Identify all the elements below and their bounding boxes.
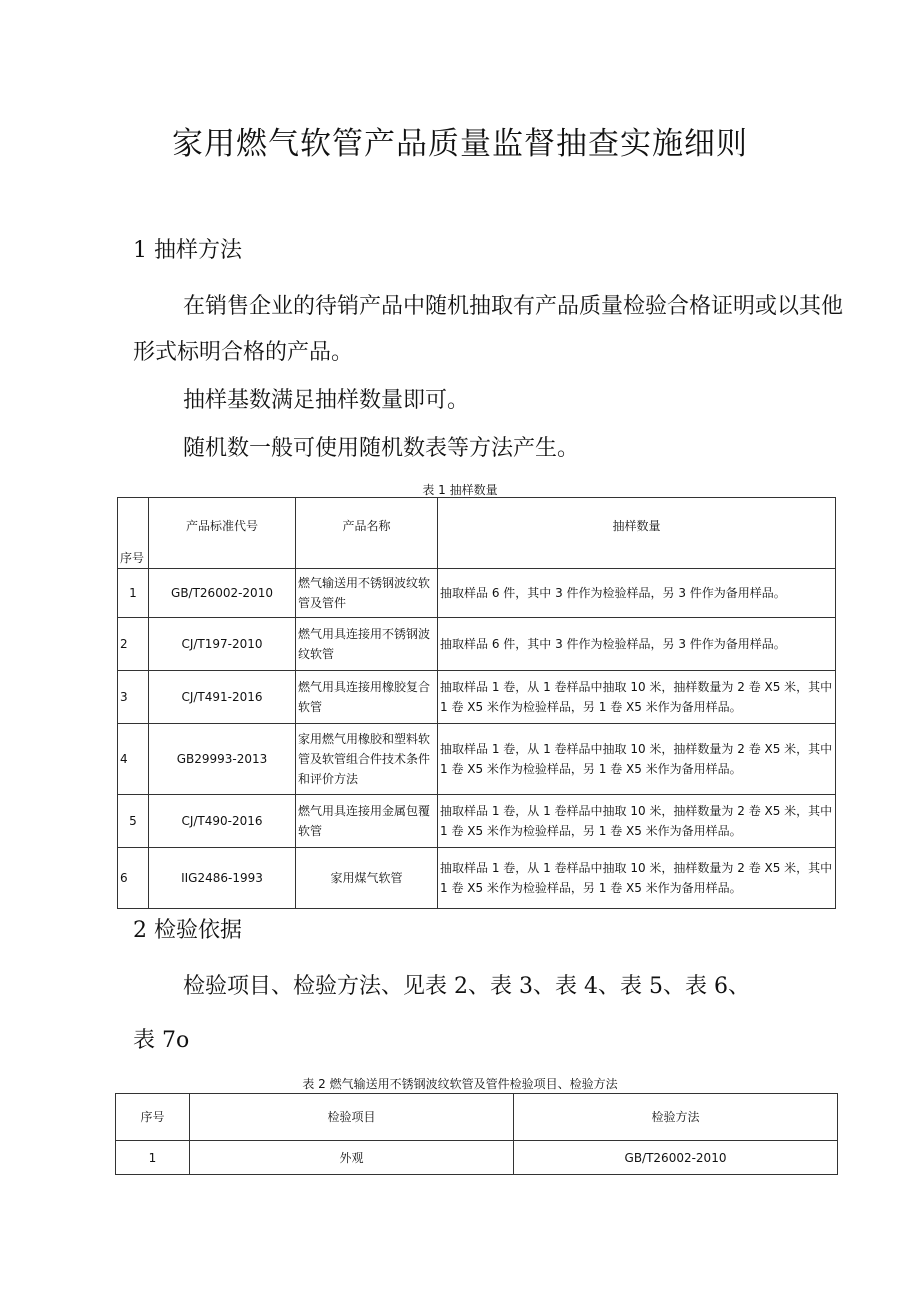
section-1-paragraph-2: 抽样基数满足抽样数量即可。: [183, 388, 470, 413]
row-seq: 3: [118, 671, 149, 724]
section-1-heading: 1 抽样方法: [133, 238, 242, 263]
row-qty: 抽取样品 6 件，其中 3 件作为检验样品，另 3 件作为备用样品。: [438, 618, 836, 671]
row-qty: 抽取样品 1 卷，从 1 卷样品中抽取 10 米，抽样数量为 2 卷 X5 米，其中 1 卷 X5 米作为检验样品，另 1 卷 X5 米作为备用样品。: [438, 724, 836, 795]
row-qty: 抽取样品 6 件，其中 3 件作为检验样品，另 3 件作为备用样品。: [438, 569, 836, 618]
sampling-quantity-table: [117, 497, 836, 909]
row-seq: 4: [118, 724, 149, 795]
inspection-items-table: [115, 1093, 838, 1175]
row-seq: 5: [118, 795, 149, 848]
row-code: GB29993-2013: [149, 724, 296, 795]
row-item: 外观: [190, 1141, 514, 1175]
row-seq: 1: [116, 1141, 190, 1175]
row-qty: 抽取样品 1 卷，从 1 卷样品中抽取 10 米，抽样数量为 2 卷 X5 米，其中 1 卷 X5 米作为检验样品，另 1 卷 X5 米作为备用样品。: [438, 671, 836, 724]
table-row: [116, 1141, 838, 1175]
row-name: 家用煤气软管: [296, 848, 438, 909]
header-seq: 序号: [116, 1094, 190, 1141]
header-seq: 序号: [118, 498, 149, 569]
row-seq: 6: [118, 848, 149, 909]
row-code: IIG2486-1993: [149, 848, 296, 909]
table-header-row: [116, 1094, 838, 1141]
row-code: CJ/T490-2016: [149, 795, 296, 848]
row-name: 燃气用具连接用橡胶复合软管: [296, 671, 438, 724]
section-2-paragraph-continued: 表 7o: [133, 1028, 190, 1053]
table-row: [118, 795, 836, 848]
row-code: CJ/T491-2016: [149, 671, 296, 724]
row-name: 燃气用具连接用不锈钢波纹软管: [296, 618, 438, 671]
section-2-paragraph: 检验项目、检验方法、见表 2、表 3、表 4、表 5、表 6、: [183, 974, 750, 999]
row-name: 家用燃气用橡胶和塑料软管及软管组合件技术条件和评价方法: [296, 724, 438, 795]
document-title: 家用燃气软管产品质量监督抽查实施细则: [172, 126, 748, 162]
table-row: [118, 569, 836, 618]
table-2-caption: 表 2 燃气输送用不锈钢波纹软管及管件检验项目、检验方法: [302, 1077, 618, 1091]
header-item: 检验项目: [190, 1094, 514, 1141]
table-1-caption: 表 1 抽样数量: [422, 483, 498, 497]
table-header-row: [118, 498, 836, 569]
section-2-heading: 2 检验依据: [133, 918, 242, 943]
table-row: [118, 724, 836, 795]
row-code: GB/T26002-2010: [149, 569, 296, 618]
table-row: [118, 618, 836, 671]
header-name: 产品名称: [296, 498, 438, 569]
header-code: 产品标准代号: [149, 498, 296, 569]
section-1-paragraph-3: 随机数一般可使用随机数表等方法产生。: [183, 436, 580, 461]
row-code: CJ/T197-2010: [149, 618, 296, 671]
table-row: [118, 848, 836, 909]
row-name: 燃气用具连接用金属包覆软管: [296, 795, 438, 848]
row-name: 燃气输送用不锈钢波纹软管及管件: [296, 569, 438, 618]
row-qty: 抽取样品 1 卷，从 1 卷样品中抽取 10 米，抽样数量为 2 卷 X5 米，其中 1 卷 X5 米作为检验样品，另 1 卷 X5 米作为备用样品。: [438, 795, 836, 848]
table-row: [118, 671, 836, 724]
header-qty: 抽样数量: [438, 498, 836, 569]
row-seq: 1: [118, 569, 149, 618]
row-seq: 2: [118, 618, 149, 671]
row-method: GB/T26002-2010: [514, 1141, 838, 1175]
header-method: 检验方法: [514, 1094, 838, 1141]
section-1-paragraph-1: 在销售企业的待销产品中随机抽取有产品质量检验合格证明或以其他形式标明合格的产品。: [133, 294, 844, 365]
row-qty: 抽取样品 1 卷，从 1 卷样品中抽取 10 米，抽样数量为 2 卷 X5 米，其中 1 卷 X5 米作为检验样品，另 1 卷 X5 米作为备用样品。: [438, 848, 836, 909]
